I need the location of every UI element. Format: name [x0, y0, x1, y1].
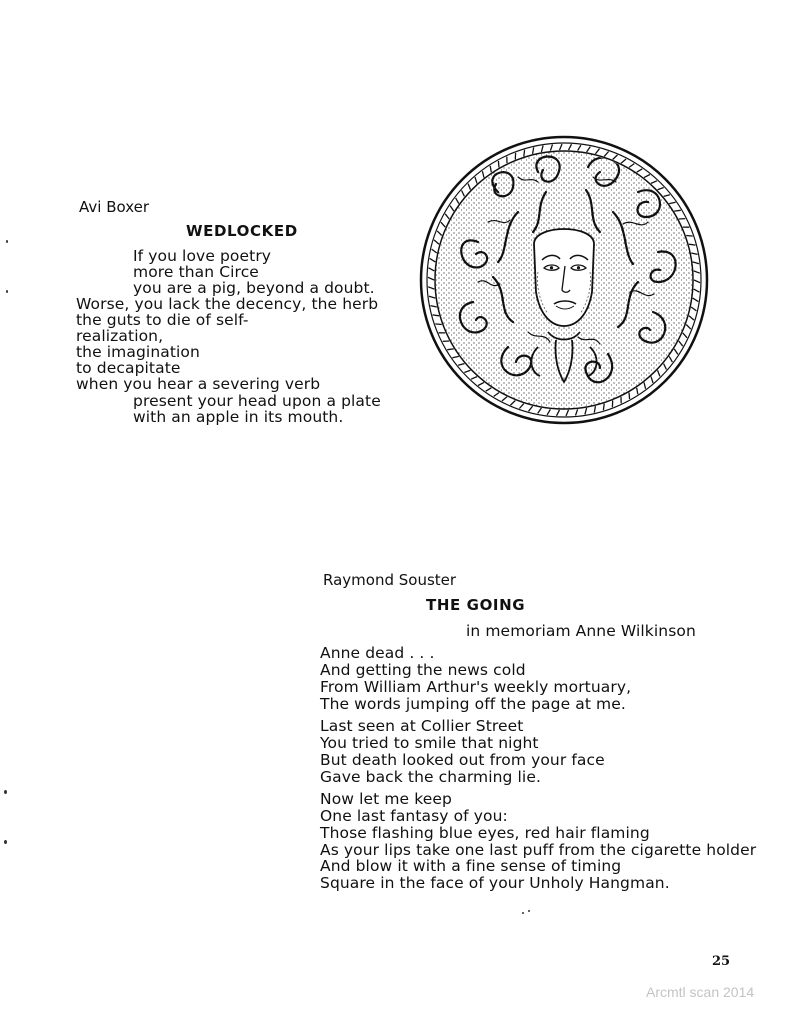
- poem-line: If you love poetry: [133, 247, 272, 265]
- poem-line: present your head upon a plate: [133, 392, 381, 410]
- scan-speck: [4, 790, 7, 794]
- medallion-rim-tick: [447, 349, 454, 350]
- scan-speck: [528, 910, 530, 912]
- poem-line: more than Circe: [133, 263, 259, 281]
- poem-line: the guts to die of self-: [76, 311, 249, 329]
- poem-line: Worse, you lack the decency, the herb: [76, 295, 379, 313]
- medallion-rim-tick: [686, 236, 693, 237]
- medallion-rim-tick: [674, 210, 681, 211]
- poem-line: realization,: [76, 327, 164, 345]
- medallion-rim-tick: [689, 244, 696, 245]
- scan-speck: [6, 240, 8, 243]
- poem-line: And getting the news cold: [320, 661, 526, 679]
- poem-line: The words jumping off the page at me.: [320, 695, 626, 713]
- scan-watermark: Arcmtl scan 2014: [646, 984, 755, 1000]
- poem-line: One last fantasy of you:: [320, 807, 508, 825]
- medallion-rim-tick: [498, 161, 499, 168]
- poem-line: when you hear a severing verb: [76, 375, 321, 393]
- poem-line: you are a pig, beyond a doubt.: [133, 279, 375, 297]
- poem-line: Square in the face of your Unholy Hangman.: [320, 874, 670, 892]
- poem-title: THE GOING: [426, 596, 526, 614]
- scan-speck: [6, 290, 8, 293]
- poem-line: to decapitate: [76, 359, 181, 377]
- poem-line: Gave back the charming lie.: [320, 768, 541, 786]
- poem-line: From William Arthur's weekly mortuary,: [320, 678, 632, 696]
- poem-line: You tried to smile that night: [320, 734, 539, 752]
- poem-author: Avi Boxer: [79, 198, 150, 216]
- poem-line: And blow it with a fine sense of timing: [320, 857, 622, 875]
- poem-line: As your lips take one last puff from the cigarette holder: [320, 841, 757, 859]
- poem-title: WEDLOCKED: [186, 222, 298, 240]
- poem-line: with an apple in its mouth.: [133, 408, 344, 426]
- poem-line: Anne dead . . .: [320, 644, 435, 662]
- medallion-rim-tick: [524, 150, 525, 157]
- medallion-rim-tick: [433, 315, 440, 316]
- medallion-rim-tick: [629, 393, 630, 400]
- poem-author: Raymond Souster: [323, 571, 457, 589]
- medallion-rim-tick: [603, 404, 604, 411]
- poem-line: But death looked out from your face: [320, 751, 605, 769]
- poem-dedication: in memoriam Anne Wilkinson: [466, 622, 696, 640]
- medallion-rim-tick: [435, 324, 442, 325]
- scan-speck: [4, 840, 7, 844]
- scan-speck: [522, 912, 524, 914]
- poem-line: Those flashing blue eyes, red hair flaming: [320, 824, 650, 842]
- poem-line: the imagination: [76, 343, 200, 361]
- poem-line: Last seen at Collier Street: [320, 717, 524, 735]
- poem-line: Now let me keep: [320, 790, 452, 808]
- medusa-medallion-icon: [418, 132, 710, 428]
- page-number: 25: [712, 954, 731, 969]
